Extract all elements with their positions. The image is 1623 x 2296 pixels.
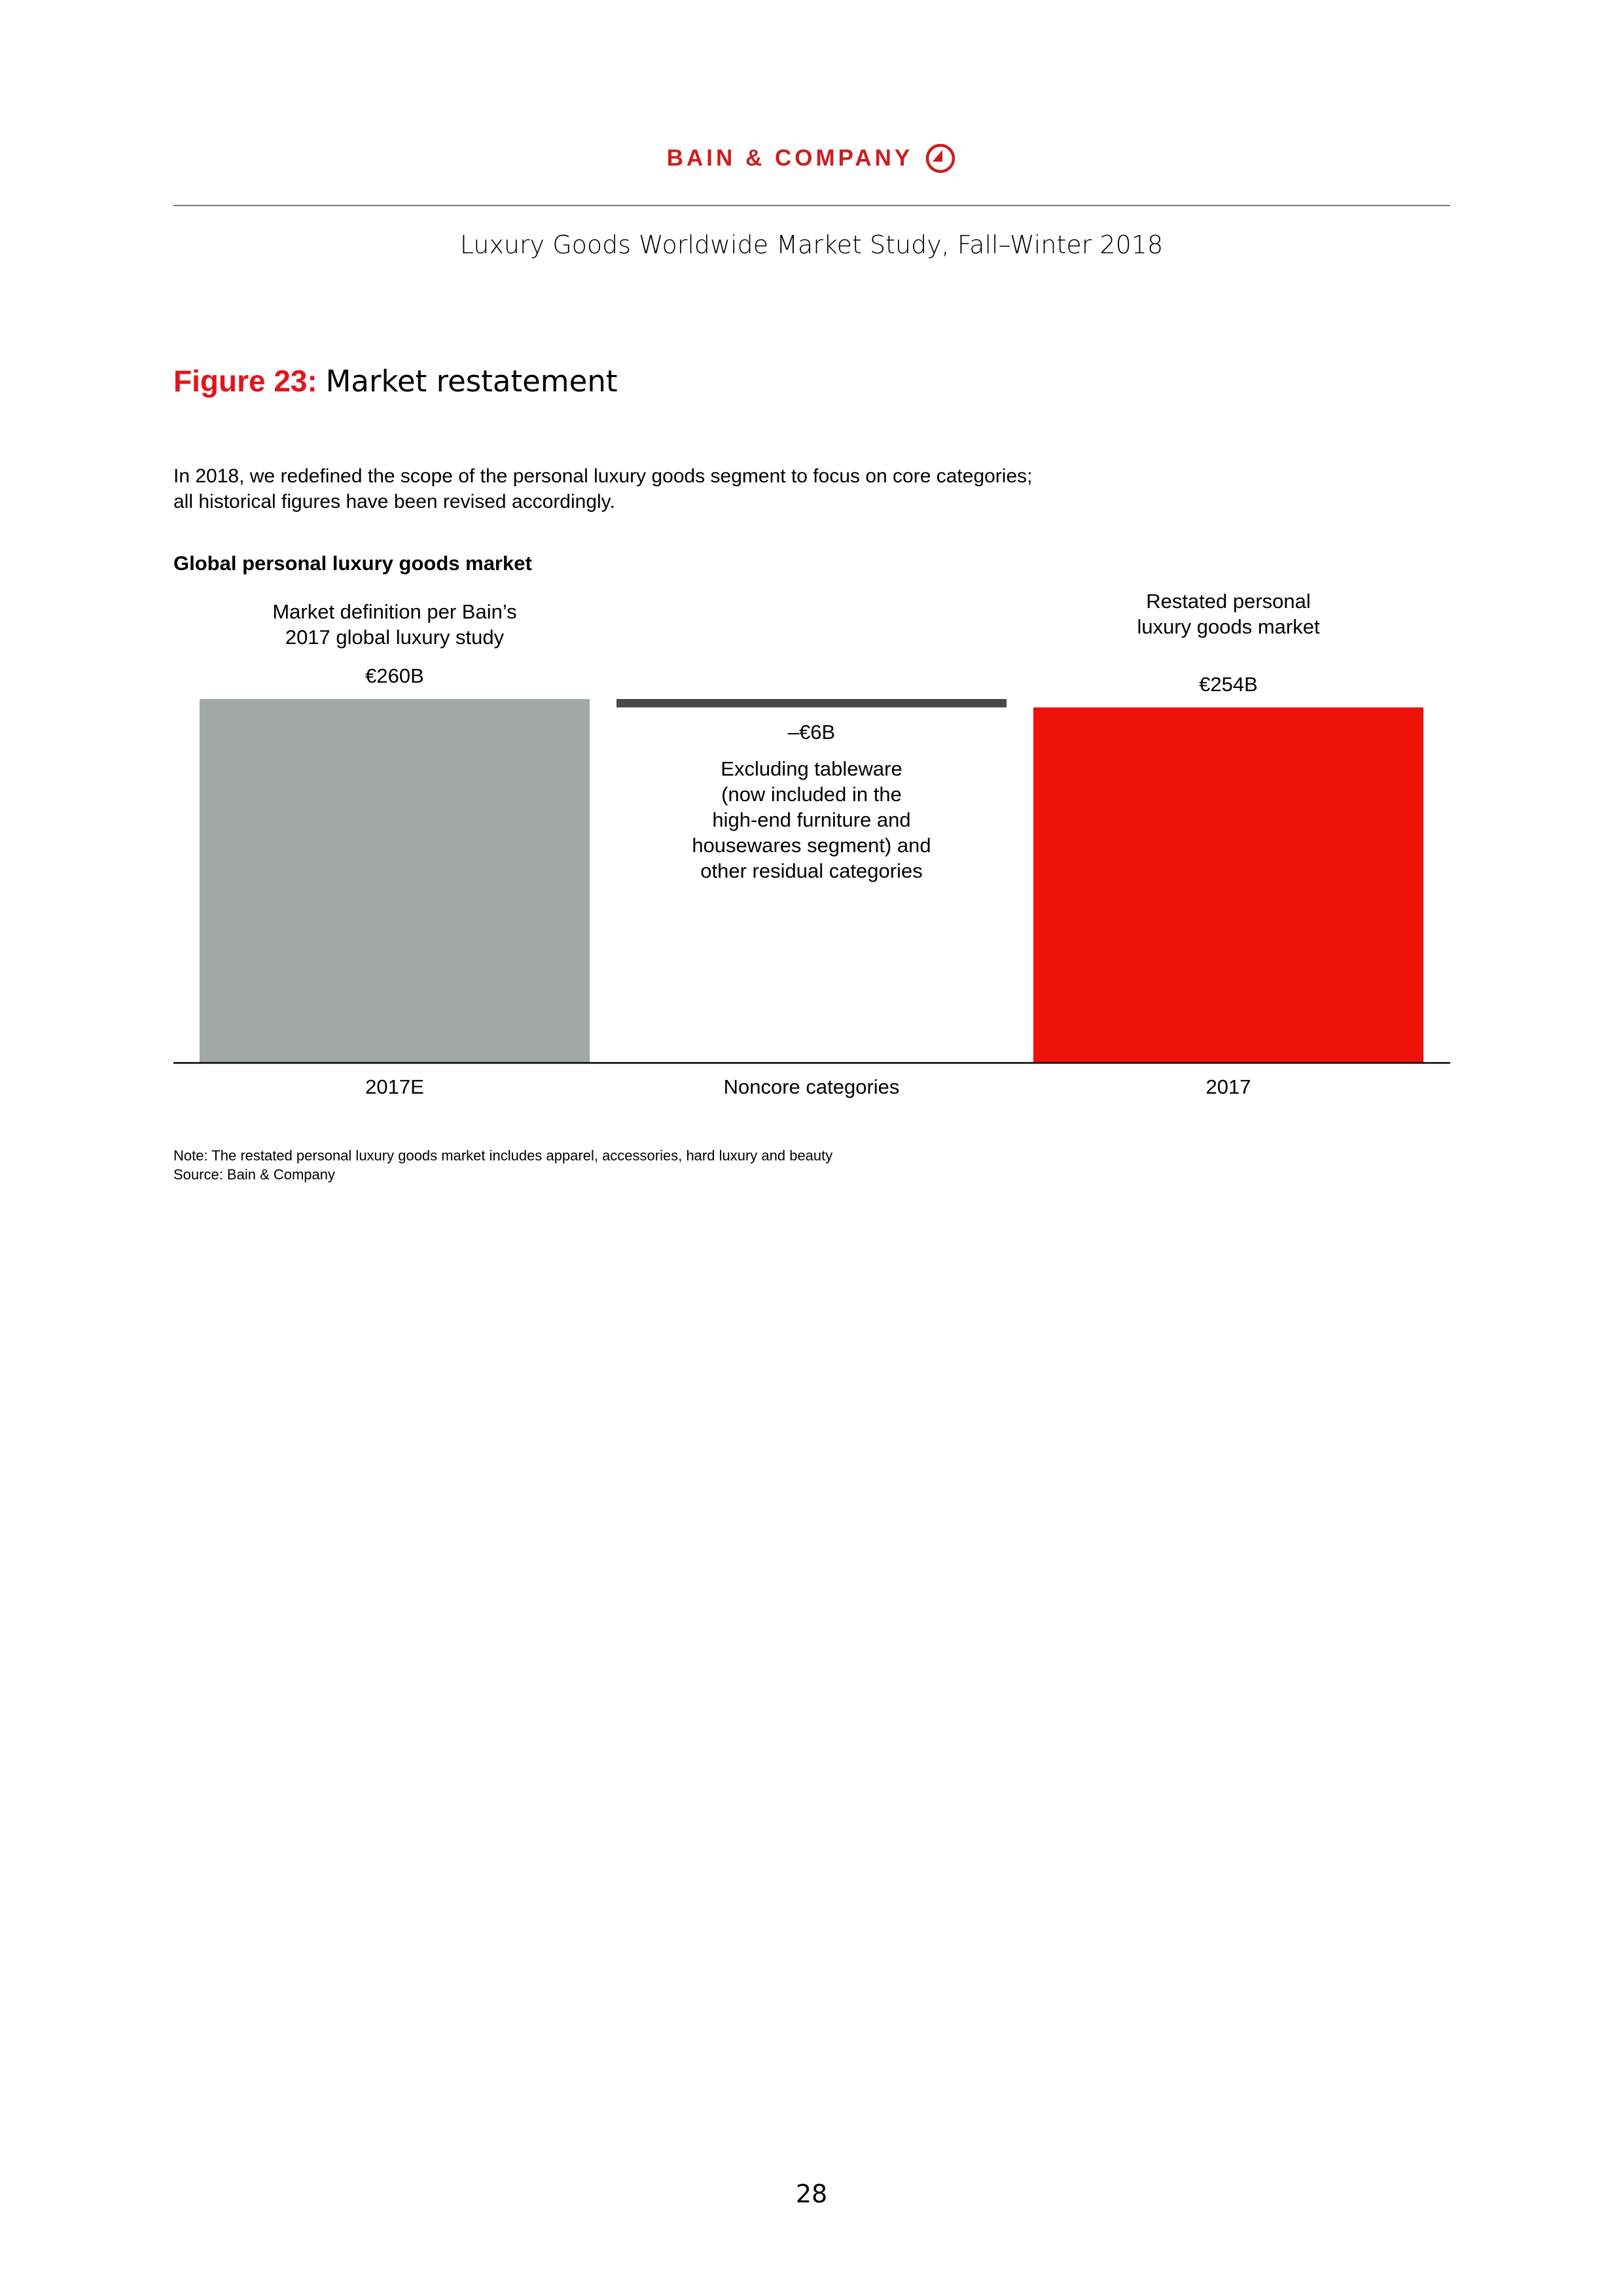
bain-circle-arrow-icon — [925, 143, 956, 174]
report-title: Luxury Goods Worldwide Market Study, Fall–Winter 2018 — [459, 230, 1164, 259]
note-text: Note: The restated personal luxury goods market includes apparel, accessories, hard luxury and beauty — [173, 1147, 833, 1164]
header-divider — [173, 205, 1450, 206]
x-tick-label: 2017 — [1205, 1075, 1251, 1098]
chart-notes — [173, 1146, 832, 1184]
annotation-line: other residual categories — [700, 859, 923, 882]
source-text: Source: Bain & Company — [173, 1166, 336, 1183]
intro-line: all historical figures have been revised accordingly. — [173, 491, 615, 512]
figure-title — [173, 363, 617, 399]
annotation-line: 2017 global luxury study — [285, 625, 505, 649]
figure-label: Figure 23: — [173, 364, 317, 398]
bar-noncore-categories — [616, 699, 1007, 708]
chart-title: Global personal luxury goods market — [173, 552, 532, 575]
annotation-line: luxury goods market — [1137, 615, 1320, 638]
page-number: 28 — [795, 2179, 828, 2208]
data-label: –€6B — [787, 720, 836, 744]
annotation-line: Excluding tableware — [721, 757, 902, 780]
annotation-line: Restated personal — [1146, 589, 1311, 613]
intro-line: In 2018, we redefined the scope of the personal luxury goods segment to focus on core categories; — [173, 465, 1033, 487]
x-tick-label: Noncore categories — [723, 1075, 900, 1098]
brand-header — [0, 139, 1623, 178]
intro-paragraph — [173, 463, 1351, 514]
annotation-line: (now included in the — [721, 782, 902, 806]
bar-2017 — [1033, 708, 1423, 1063]
annotation-line: housewares segment) and — [692, 833, 931, 857]
x-tick-label: 2017E — [365, 1075, 424, 1098]
data-label: €254B — [1199, 672, 1258, 696]
annotation-line: high-end furniture and — [712, 808, 911, 831]
annotation-line: Market definition per Bain’s — [272, 600, 517, 623]
data-label: €260B — [365, 664, 424, 687]
figure-name: Market restatement — [325, 364, 618, 399]
brand-name: BAIN & COMPANY — [666, 145, 914, 171]
bar-2017e — [200, 699, 590, 1063]
